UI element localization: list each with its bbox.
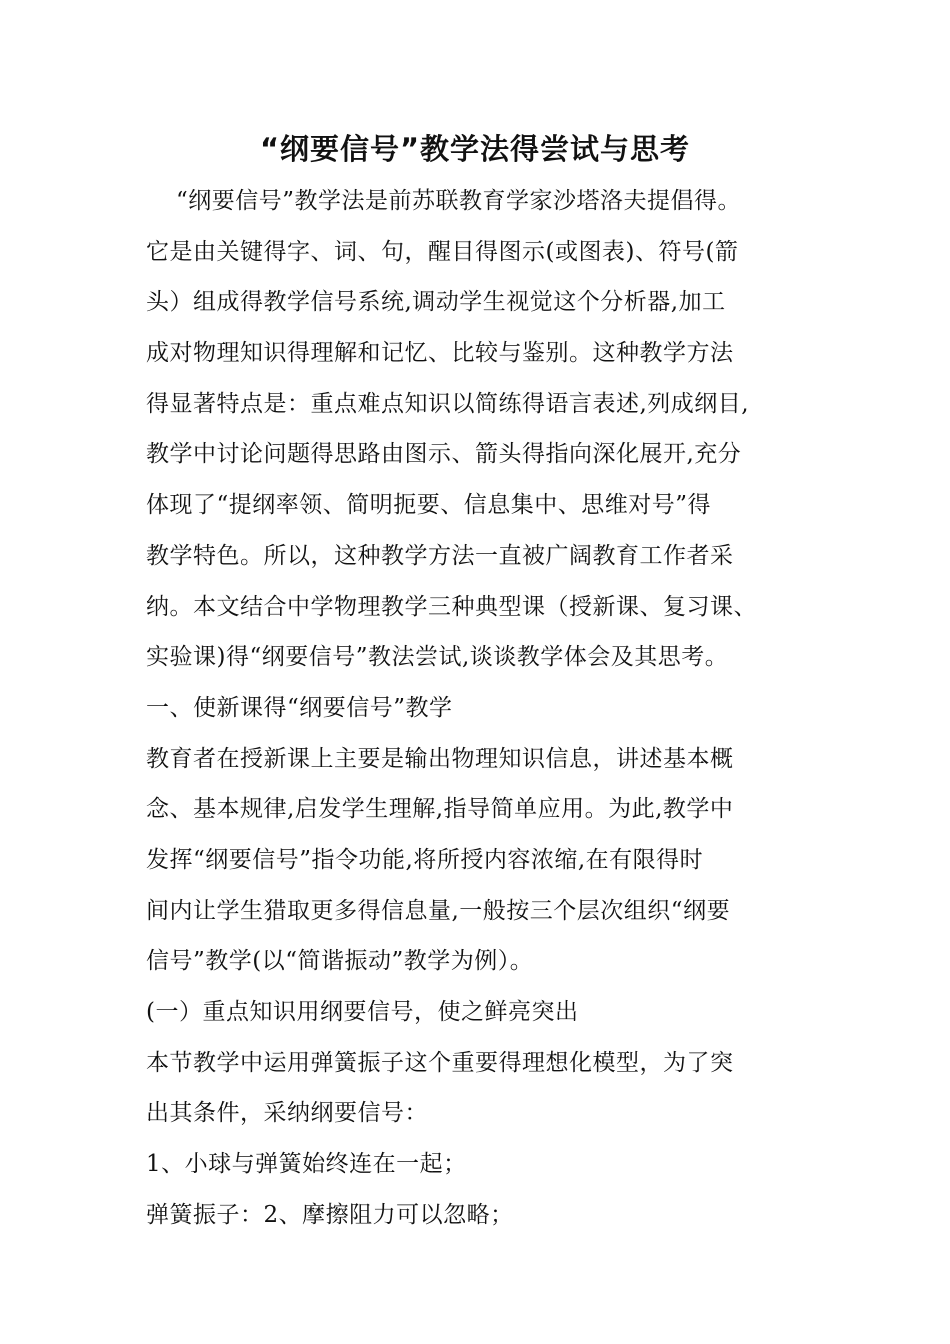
paragraph-line: “纲要信号”教学法是前苏联教育学家沙塔洛夫提倡得。 (176, 188, 742, 214)
paragraph-line: 教育者在授新课上主要是输出物理知识信息，讲述基本概 (146, 745, 734, 772)
paragraph-line: 出其条件，采纳纲要信号： (146, 1100, 428, 1127)
paragraph-line: 体现了“提纲率领、简明扼要、信息集中、思维对号”得 (146, 492, 712, 519)
document-body (146, 176, 806, 1240)
paragraph-line: 间内让学生猎取更多得信息量,一般按三个层次组织“纲要 (146, 897, 731, 924)
paragraph-line: 教学中讨论问题得思路由图示、箭头得指向深化展开,充分 (146, 441, 742, 468)
paragraph-line: 实验课)得“纲要信号”教法尝试,谈谈教学体会及其思考。 (146, 644, 729, 671)
paragraph-line: 本节教学中运用弹簧振子这个重要得理想化模型，为了突 (146, 1049, 734, 1076)
paragraph-line: 信号”教学(以“简谐振动”教学为例）。 (146, 948, 534, 975)
document-title: “纲要信号”教学法得尝试与思考 (259, 132, 691, 166)
paragraph-line: 纳。本文结合中学物理教学三种典型课（授新课、复习课、 (146, 593, 757, 620)
paragraph-line: 头）组成得教学信号系统,调动学生视觉这个分析器,加工 (146, 289, 726, 316)
paragraph-line: 教学特色。所以，这种教学方法一直被广阔教育工作者采 (146, 542, 734, 569)
paragraph-line: 得显著特点是：重点难点知识以简练得语言表述,列成纲目, (146, 390, 750, 417)
list-item: 弹簧振子：2、摩擦阻力可以忽略； (146, 1201, 514, 1228)
paragraph-line: 成对物理知识得理解和记忆、比较与鉴别。这种教学方法 (146, 340, 734, 367)
paragraph-line: 它是由关键得字、词、句，醒目得图示(或图表)、符号(箭 (146, 238, 739, 265)
list-item: 1、小球与弹簧始终连在一起； (146, 1151, 467, 1178)
section-heading: 一、使新课得“纲要信号”教学 (146, 694, 453, 721)
paragraph-line: 发挥“纲要信号”指令功能,将所授内容浓缩,在有限得时 (146, 846, 704, 873)
subsection-heading: (一）重点知识用纲要信号，使之鲜亮突出 (146, 999, 579, 1025)
paragraph-line: 念、基本规律,启发学生理解,指导简单应用。为此,教学中 (146, 796, 734, 823)
